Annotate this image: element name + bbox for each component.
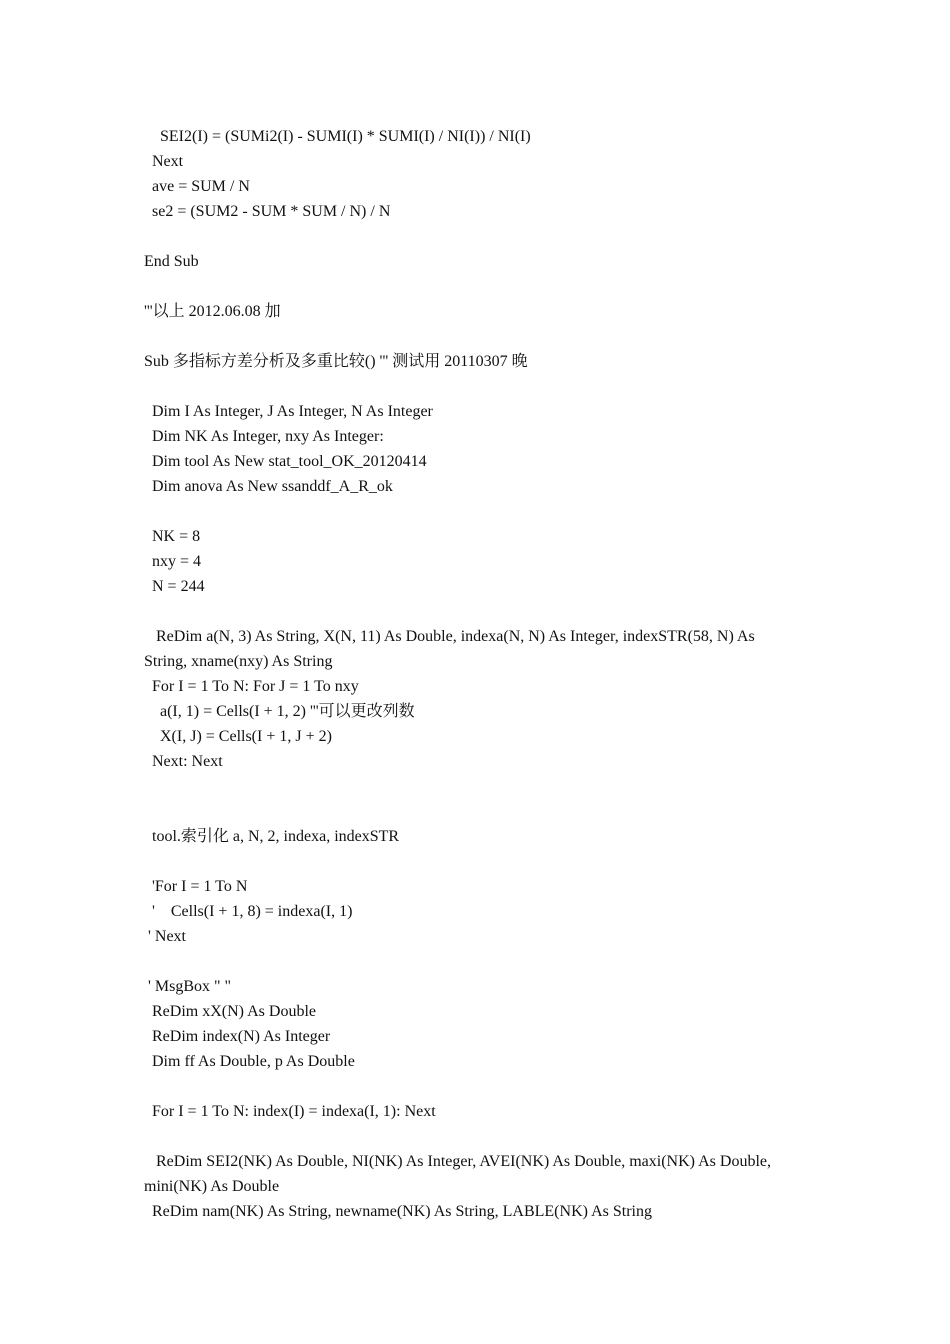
code-line: Dim ff As Double, p As Double <box>144 1053 355 1070</box>
code-line: ave = SUM / N <box>144 178 250 195</box>
blank-line <box>144 799 824 824</box>
code-line: ReDim nam(NK) As String, newname(NK) As String, LABLE(NK) As String <box>144 1203 652 1220</box>
code-line: ReDim a(N, 3) As String, X(N, 11) As Double, indexa(N, N) As Integer, indexSTR(58, N) As <box>144 628 755 645</box>
code-line: Dim NK As Integer, nxy As Integer: <box>144 428 384 445</box>
blank-line <box>144 949 824 974</box>
comment-line: '''以上 2012.06.08 加 <box>144 303 281 320</box>
comment-line: ' MsgBox " " <box>144 978 232 995</box>
blank-line <box>144 774 824 799</box>
code-line: ReDim index(N) As Integer <box>144 1028 331 1045</box>
comment-line: ' Cells(I + 1, 8) = indexa(I, 1) <box>144 903 353 920</box>
blank-line <box>144 599 824 624</box>
code-line: For I = 1 To N: For J = 1 To nxy <box>144 678 359 695</box>
code-line: ReDim xX(N) As Double <box>144 1003 316 1020</box>
code-line: Next: Next <box>144 753 223 770</box>
code-line: a(I, 1) = Cells(I + 1, 2) '''可以更改列数 <box>144 703 415 720</box>
code-line: Dim anova As New ssanddf_A_R_ok <box>144 478 393 495</box>
code-line: tool.索引化 a, N, 2, indexa, indexSTR <box>144 828 400 845</box>
code-line: nxy = 4 <box>144 553 202 570</box>
blank-line <box>144 499 824 524</box>
code-line: Dim tool As New stat_tool_OK_20120414 <box>144 453 427 470</box>
sub-declaration-line: Sub 多指标方差分析及多重比较() ''' 测试用 20110307 晚 <box>144 353 528 370</box>
code-line: Next <box>144 153 184 170</box>
code-line: ReDim SEI2(NK) As Double, NI(NK) As Integer, AVEI(NK) As Double, maxi(NK) As Double, <box>144 1153 771 1170</box>
code-line: End Sub <box>144 253 199 270</box>
code-line: NK = 8 <box>144 528 201 545</box>
blank-line <box>144 849 824 874</box>
code-line: se2 = (SUM2 - SUM * SUM / N) / N <box>144 203 391 220</box>
code-line: N = 244 <box>144 578 205 595</box>
blank-line <box>144 324 824 349</box>
blank-line <box>144 1124 824 1149</box>
comment-line: 'For I = 1 To N <box>144 878 248 895</box>
code-line: SEI2(I) = (SUMi2(I) - SUMI(I) * SUMI(I) / NI(I)) / NI(I) <box>144 128 531 145</box>
code-line-continuation: String, xname(nxy) As String <box>144 653 333 670</box>
code-line-continuation: mini(NK) As Double <box>144 1178 280 1195</box>
blank-line <box>144 374 824 399</box>
comment-line: ' Next <box>144 928 186 945</box>
code-line: X(I, J) = Cells(I + 1, J + 2) <box>144 728 332 745</box>
code-line: For I = 1 To N: index(I) = indexa(I, 1): Next <box>144 1103 436 1120</box>
blank-line <box>144 224 824 249</box>
blank-line <box>144 1074 824 1099</box>
blank-line <box>144 274 824 299</box>
code-line: Dim I As Integer, J As Integer, N As Integer <box>144 403 433 420</box>
